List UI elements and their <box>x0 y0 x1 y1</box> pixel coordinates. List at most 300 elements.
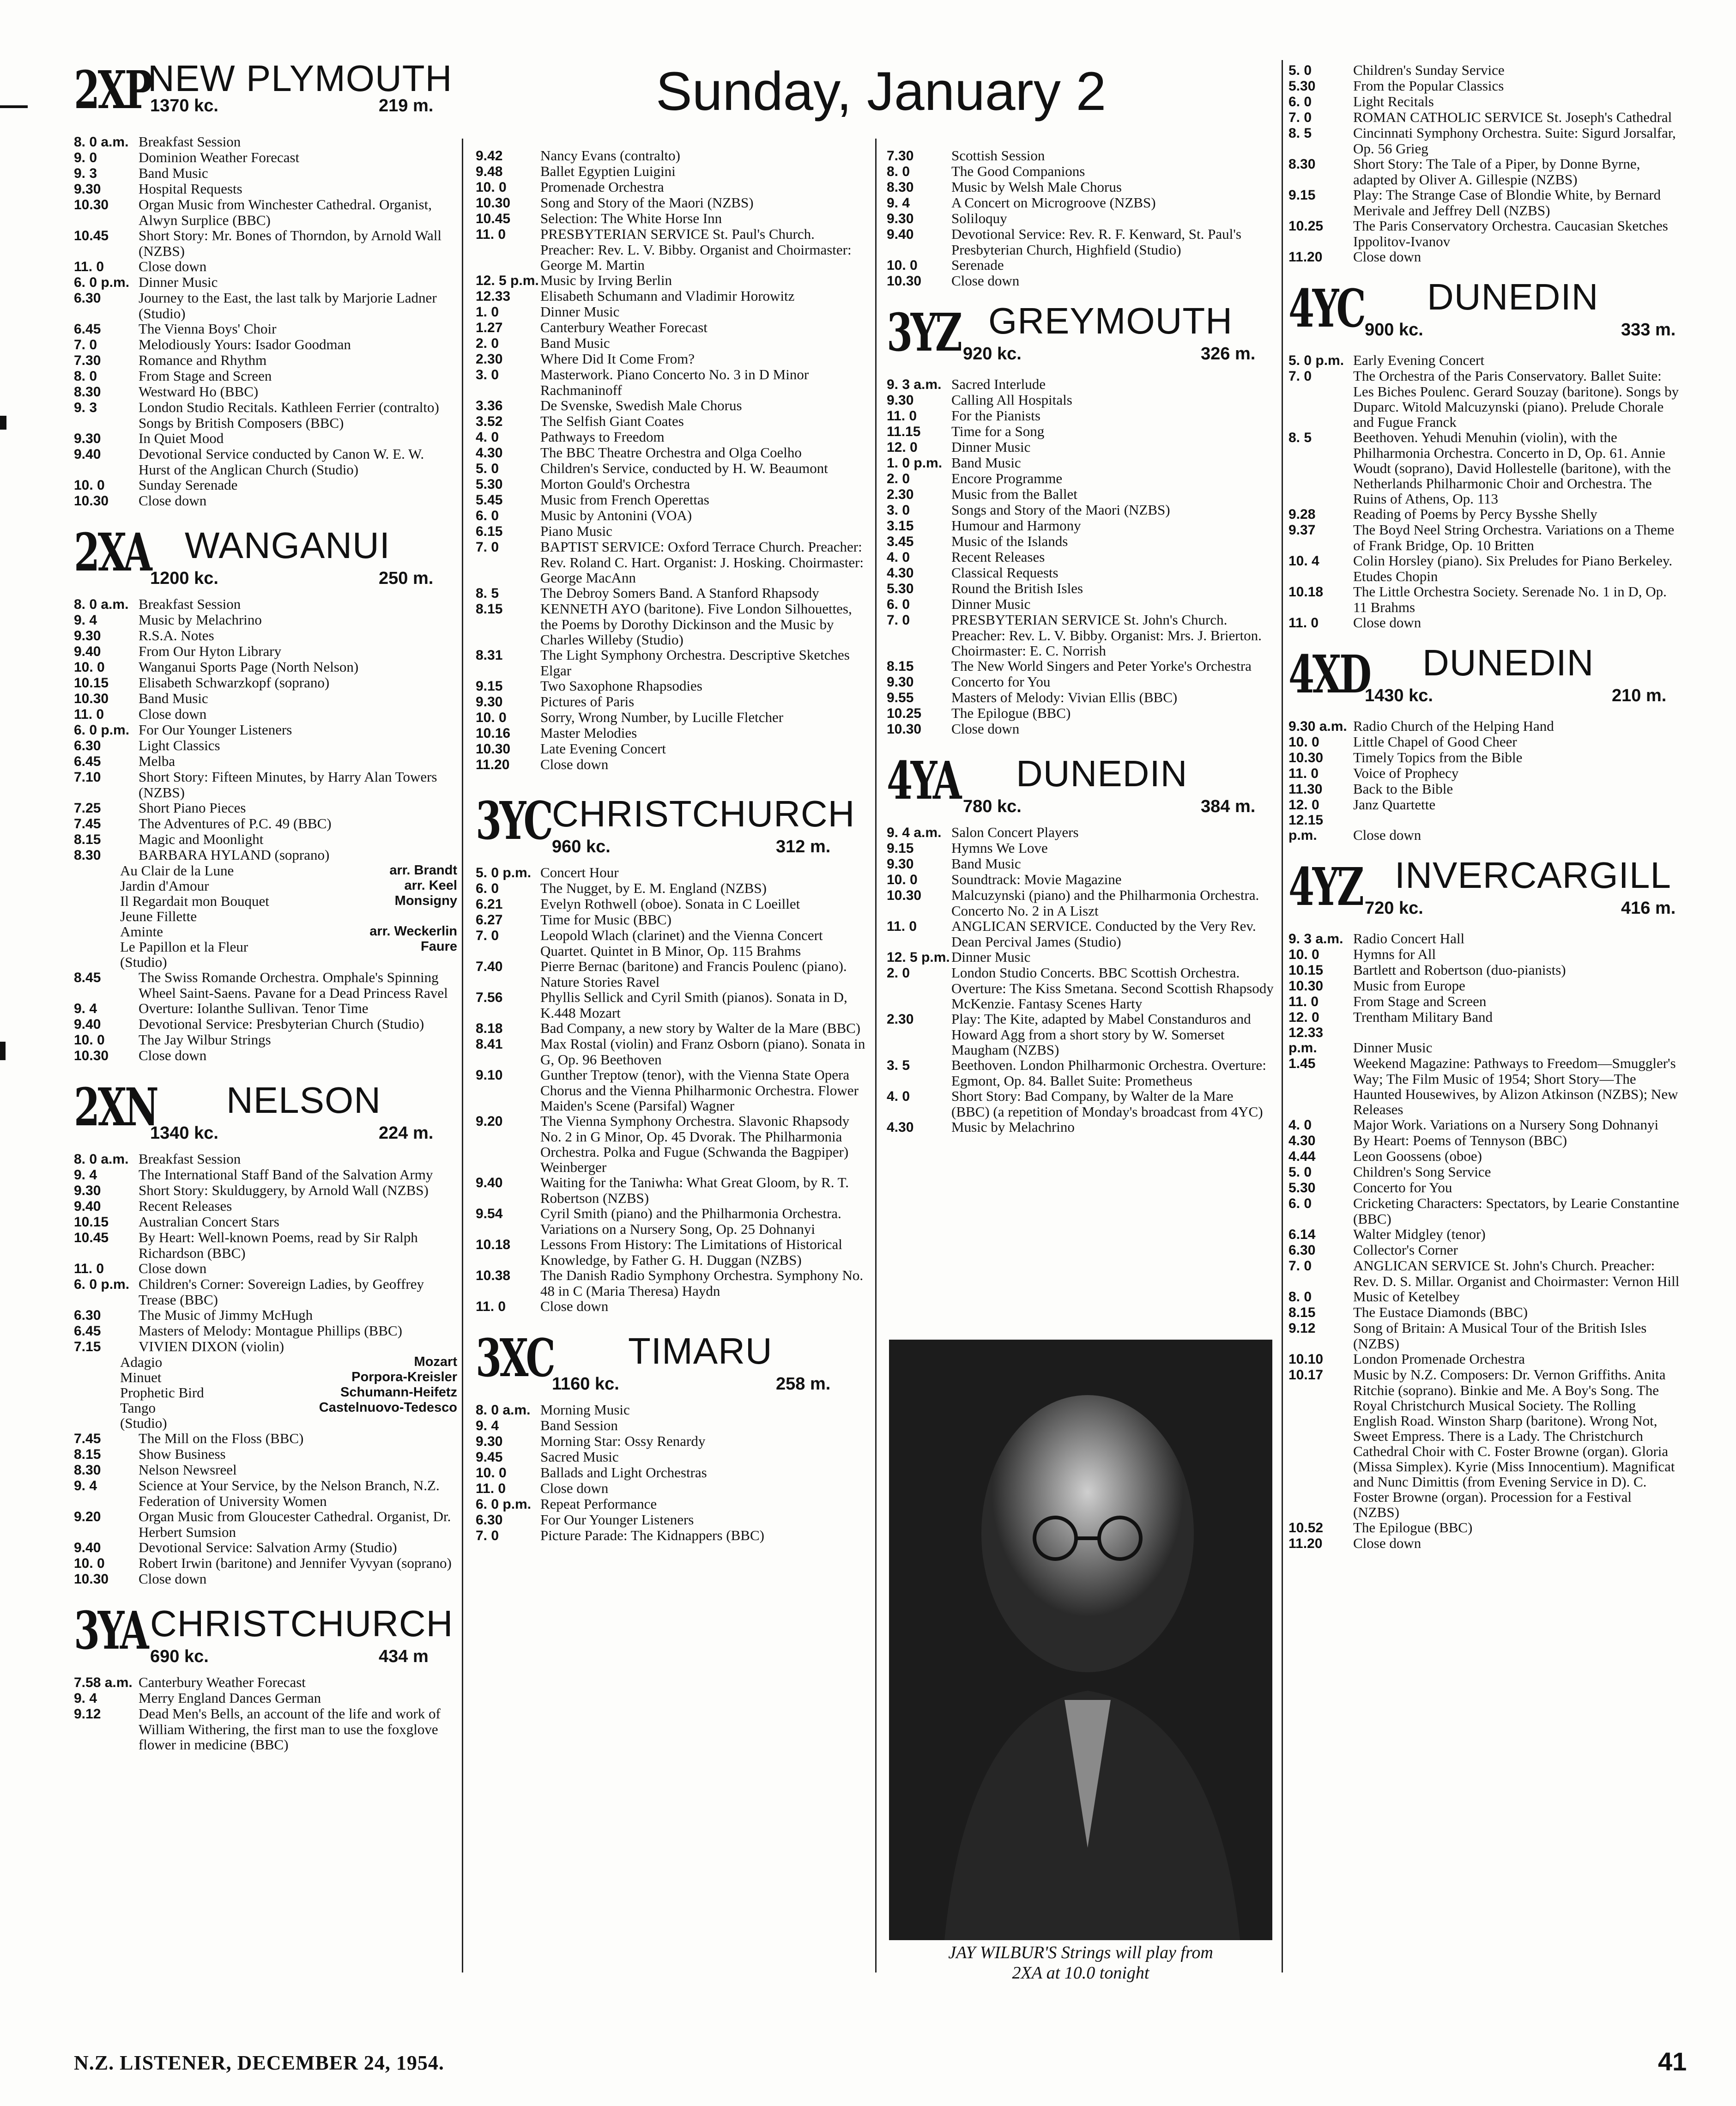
programme-title: Selection: The White Horse Inn <box>540 210 722 226</box>
programme-title: Malcuzynski (piano) and the Philharmonia Orchestra. Concerto No. 2 in A Liszt <box>951 887 1259 919</box>
programme-time: 9.40 <box>74 644 101 659</box>
programme-title: Soundtrack: Movie Magazine <box>951 871 1122 887</box>
programme-item <box>74 1675 457 1690</box>
programme-item <box>74 431 457 446</box>
programme-time: 6.27 <box>476 912 503 928</box>
programme-title: Two Saxophone Rhapsodies <box>540 678 702 694</box>
programme-item <box>1288 1226 1681 1242</box>
programme-item <box>887 486 1275 502</box>
station-call-sign: 2XP <box>74 60 151 121</box>
programme-time: 9. 3 <box>74 400 97 415</box>
programme-time: 1.27 <box>476 320 503 335</box>
programme-title: Where Did It Come From? <box>540 351 695 367</box>
station-wavelength: 326 m. <box>1201 344 1256 364</box>
recital-piece <box>74 939 457 954</box>
station-city: DUNEDIN <box>1427 276 1599 317</box>
programme-item <box>74 197 457 228</box>
piece-title: Jeune Fillette <box>120 908 197 924</box>
programme-time: 7. 0 <box>476 928 499 943</box>
programme-title: Masters of Melody: Montague Phillips (BBC) <box>139 1323 402 1339</box>
programme-title: Devotional Service conducted by Canon W. E. W. Hurst of the Anglican Church (Studio) <box>139 446 424 478</box>
programme-time: 8.18 <box>476 1021 503 1036</box>
programme-title: By Heart: Poems of Tennyson (BBC) <box>1353 1132 1567 1148</box>
programme-time: 10.30 <box>74 197 109 212</box>
programme-title: The Selfish Giant Coates <box>540 413 684 429</box>
programme-time: 12. 0 <box>1288 1010 1319 1025</box>
programme-item <box>1288 506 1681 522</box>
station-city: NEW PLYMOUTH <box>148 58 453 99</box>
programme-item <box>476 959 868 989</box>
programme-title: Dominion Weather Forecast <box>139 149 300 165</box>
programme-time: 6.45 <box>74 1323 101 1339</box>
programme-item <box>74 659 457 675</box>
programme-item <box>476 1528 868 1543</box>
programme-time: 11. 0 <box>1288 615 1319 631</box>
programme-title: Ballet Egyptien Luigini <box>540 163 676 179</box>
programme-item <box>74 1431 457 1446</box>
programme-item <box>476 367 868 398</box>
programme-item <box>476 226 868 273</box>
programme-title: Band Music <box>951 455 1021 471</box>
programme-item <box>887 612 1275 658</box>
programme-time: 8.30 <box>1288 157 1316 172</box>
programme-title: The Epilogue (BBC) <box>951 705 1071 721</box>
programme-title: Song and Story of the Maori (NZBS) <box>540 194 754 211</box>
programme-item <box>476 1268 868 1299</box>
piece-title: Jardin d'Amour <box>120 878 209 894</box>
station-3ya <box>74 1601 457 1752</box>
programme-time: 8. 0 a.m. <box>476 1402 531 1418</box>
programme-time: 4.30 <box>1288 1133 1316 1148</box>
programme-time: 10.18 <box>1288 584 1324 600</box>
programme-title: Sacred Music <box>540 1449 619 1465</box>
programme-item <box>74 847 457 863</box>
programme-title: Concerto for You <box>1353 1179 1452 1196</box>
programme-item <box>1288 813 1681 843</box>
programme-title: Bad Company, a new story by Walter de la Mare (BBC) <box>540 1020 861 1036</box>
programme-list <box>74 134 457 509</box>
station-header <box>74 60 457 134</box>
programme-time: 8.15 <box>74 1447 101 1462</box>
programme-time: 7. 0 <box>476 540 499 555</box>
programme-item <box>476 148 868 164</box>
programme-item <box>887 965 1275 1011</box>
programme-title: Music from the Ballet <box>951 486 1077 502</box>
programme-item <box>887 549 1275 565</box>
programme-time: 3.52 <box>476 414 503 429</box>
programme-title: Devotional Service: Presbyterian Church (Studio) <box>139 1016 424 1032</box>
programme-title: Music by N.Z. Composers: Dr. Vernon Griffiths. Anita Ritchie (soprano). Binkie and Me. A Boy's Song. The Royal Christchurch Musical Society. The Rolling English Road. Winston Sharp (baritone). Wrong Not, Sweet Empress. There is a Lady. The Christchurch Cathedral Choir with C. Foster Browne (organ). Gloria (Missa Simplex). Kyrie (Miss Innocentium). Magnificat and Nunc Dimittis (from Evening Service in D). C. Foster Browne (organ). Procession for a Festival (NZBS) <box>1353 1366 1675 1520</box>
programme-title: Breakfast Session <box>139 596 241 612</box>
programme-title: Canterbury Weather Forecast <box>540 319 708 335</box>
column-2 <box>476 148 868 1557</box>
column-rule <box>1282 60 1283 1972</box>
programme-item <box>476 694 868 710</box>
programme-time: 9.15 <box>887 841 914 856</box>
programme-item <box>74 738 457 753</box>
programme-item <box>887 872 1275 887</box>
programme-time: 7. 0 <box>1288 110 1312 125</box>
programme-title: Short Piano Pieces <box>139 800 246 816</box>
station-frequency: 1370 kc. <box>150 96 218 115</box>
programme-item <box>887 455 1275 471</box>
programme-list <box>74 970 457 1063</box>
programme-title: From the Popular Classics <box>1353 78 1504 94</box>
programme-item <box>74 1214 457 1230</box>
programme-time: 6.21 <box>476 897 503 912</box>
programme-time: 9. 4 <box>74 1167 97 1183</box>
programme-time: 9.30 <box>74 1183 101 1198</box>
programme-title: Radio Church of the Helping Hand <box>1353 718 1554 734</box>
programme-time: 10.30 <box>476 741 511 757</box>
composer: Monsigny <box>394 893 457 908</box>
programme-item <box>887 471 1275 486</box>
station-2xa <box>74 522 457 1063</box>
programme-item <box>476 757 868 772</box>
column-1 <box>74 60 457 1766</box>
station-3yc <box>476 791 868 1314</box>
margin-mark <box>0 416 6 430</box>
programme-item <box>1288 718 1681 734</box>
programme-time: 4. 0 <box>1288 1117 1312 1133</box>
station-wavelength: 219 m. <box>379 96 434 115</box>
programme-time: 10.30 <box>74 691 109 706</box>
programme-time: 10. 0 <box>887 258 918 273</box>
programme-title: VIVIEN DIXON (violin) <box>139 1338 284 1354</box>
programme-title: Close down <box>951 721 1020 737</box>
programme-item <box>74 800 457 816</box>
programme-title: The Nugget, by E. M. England (NZBS) <box>540 880 767 896</box>
station-header <box>74 1601 457 1675</box>
programme-item <box>74 150 457 165</box>
programme-time: 4. 0 <box>887 1089 910 1104</box>
programme-title: Repeat Performance <box>540 1496 657 1512</box>
programme-time: 9.30 <box>476 694 503 710</box>
programme-title: Max Rostal (violin) and Franz Osborn (piano). Sonata in G, Op. 96 Beethoven <box>540 1036 865 1068</box>
composer: Faure <box>421 939 457 954</box>
programme-title: Close down <box>139 492 207 509</box>
programme-item <box>476 928 868 959</box>
programme-title: Children's Song Service <box>1353 1164 1491 1180</box>
station-2xp <box>74 60 457 509</box>
station-header <box>1288 276 1681 352</box>
programme-time: 11.20 <box>476 757 510 772</box>
programme-title: Morning Music <box>540 1402 630 1418</box>
programme-item <box>1288 1056 1681 1117</box>
programme-title: Reading of Poems by Percy Bysshe Shelly <box>1353 506 1597 522</box>
programme-item <box>74 400 457 431</box>
programme-title: For the Pianists <box>951 407 1040 424</box>
programme-time: 11.30 <box>1288 782 1323 797</box>
programme-time: 2. 0 <box>887 965 910 981</box>
photo-caption <box>889 1942 1272 1983</box>
programme-time: 10.45 <box>476 211 511 226</box>
programme-title: Time for a Song <box>951 423 1045 439</box>
programme-time: 3.36 <box>476 398 503 413</box>
programme-item <box>887 148 1275 164</box>
programme-title: Overture: Iolanthe Sullivan. Tenor Time <box>139 1000 369 1016</box>
programme-item <box>74 675 457 691</box>
programme-time: 10.38 <box>476 1268 511 1283</box>
programme-item <box>74 722 457 738</box>
station-wavelength: 224 m. <box>379 1123 434 1143</box>
station-city: GREYMOUTH <box>988 300 1233 341</box>
programme-title: Play: The Kite, adapted by Mabel Constanduros and Howard Agg from a short story by W. Somerset Maugham (NZBS) <box>951 1011 1251 1058</box>
programme-item <box>74 1690 457 1706</box>
programme-title: Back to the Bible <box>1353 781 1453 797</box>
programme-time: 9.20 <box>74 1509 101 1524</box>
programme-time: 10.15 <box>74 675 109 691</box>
programme-title: Westward Ho (BBC) <box>139 383 259 400</box>
programme-item <box>74 1446 457 1462</box>
programme-item <box>887 1057 1275 1088</box>
programme-item <box>476 539 868 585</box>
piece-title: (Studio) <box>120 1415 167 1431</box>
programme-title: From Stage and Screen <box>1353 993 1487 1009</box>
programme-title: A Concert on Microgroove (NZBS) <box>951 194 1156 211</box>
programme-list <box>74 1151 457 1354</box>
programme-item <box>74 1016 457 1032</box>
programme-item <box>1288 187 1681 218</box>
station-frequency: 1430 kc. <box>1365 686 1433 705</box>
programme-title: R.S.A. Notes <box>139 627 214 643</box>
composer: Porpora-Kreisler <box>351 1370 457 1384</box>
programme-time: 7.30 <box>74 353 101 368</box>
programme-item <box>887 1088 1275 1119</box>
programme-time: 4.30 <box>476 445 503 461</box>
programme-time: 2. 0 <box>476 336 499 351</box>
programme-item <box>74 1509 457 1540</box>
programme-item <box>887 179 1275 195</box>
programme-time: 11. 0 <box>1288 994 1319 1009</box>
programme-time: 4.30 <box>887 565 914 581</box>
piece-title: Prophetic Bird <box>120 1384 204 1401</box>
programme-item <box>887 502 1275 518</box>
programme-title: The Vienna Boys' Choir <box>139 321 277 337</box>
programme-title: Play: The Strange Case of Blondie White, by Bernard Merivale and Jeffrey Dell (NZBS) <box>1353 187 1661 218</box>
programme-title: Weekend Magazine: Pathways to Freedom—Smuggler's Way; The Film Music of 1954; Short Story—The Haunted Housewives, by Alizon Atkinson (NZBS); New Releases <box>1353 1055 1678 1117</box>
programme-item <box>74 596 457 612</box>
programme-time: 10.30 <box>74 493 109 509</box>
programme-item <box>476 585 868 601</box>
programme-item <box>74 228 457 259</box>
programme-time: 9.20 <box>476 1114 503 1129</box>
programme-time: 10.17 <box>1288 1367 1324 1383</box>
programme-item <box>887 195 1275 211</box>
programme-item <box>74 706 457 722</box>
programme-title: Concert Hour <box>540 864 619 880</box>
recital-piece <box>74 1354 457 1370</box>
station-header <box>887 751 1275 825</box>
programme-item <box>74 165 457 181</box>
programme-time: 7. 0 <box>887 613 910 628</box>
programme-time: 6. 0 p.m. <box>74 722 130 738</box>
piece-title: Au Clair de la Lune <box>120 862 234 879</box>
programme-item <box>476 273 868 288</box>
programme-item <box>476 1512 868 1528</box>
programme-title: Songs and Story of the Maori (NZBS) <box>951 502 1170 518</box>
programme-item <box>1288 62 1681 78</box>
station-4yz <box>1288 857 1681 1551</box>
programme-title: Picture Parade: The Kidnappers (BBC) <box>540 1527 764 1543</box>
programme-title: Band Music <box>139 690 208 706</box>
programme-item <box>1288 765 1681 781</box>
programme-title: Cricketing Characters: Spectators, by Learie Constantine (BBC) <box>1353 1195 1679 1227</box>
station-wavelength: 333 m. <box>1621 320 1676 340</box>
programme-time: 11. 0 <box>887 408 917 424</box>
programme-title: For Our Younger Listeners <box>540 1511 694 1528</box>
programme-title: The BBC Theatre Orchestra and Olga Coelho <box>540 444 802 461</box>
programme-item <box>1288 368 1681 430</box>
programme-item <box>74 1323 457 1339</box>
station-frequency: 960 kc. <box>552 837 611 856</box>
programme-time: 12.15 p.m. <box>1288 813 1324 843</box>
programme-title: Walter Midgley (tenor) <box>1353 1226 1486 1242</box>
programme-title: Encore Programme <box>951 470 1063 486</box>
programme-title: ROMAN CATHOLIC SERVICE St. Joseph's Cathedral <box>1353 109 1672 125</box>
publication-footer: N.Z. LISTENER, DECEMBER 24, 1954. <box>74 2051 444 2074</box>
programme-time: 6. 0 <box>1288 94 1312 109</box>
programme-item <box>74 352 457 368</box>
programme-item <box>74 1706 457 1752</box>
programme-time: 9.10 <box>476 1068 503 1083</box>
programme-title: The Jay Wilbur Strings <box>139 1032 271 1048</box>
programme-title: Music by Welsh Male Chorus <box>951 179 1122 195</box>
station-call-sign: 3YC <box>476 791 551 851</box>
programme-item <box>476 351 868 367</box>
programme-title: Children's Corner: Sovereign Ladies, by Geoffrey Trease (BBC) <box>139 1276 424 1308</box>
caption-line: 2XA at 10.0 tonight <box>1012 1963 1149 1983</box>
programme-title: Concerto for You <box>951 674 1051 690</box>
programme-time: 5. 0 p.m. <box>1288 353 1344 368</box>
programme-item <box>74 1276 457 1307</box>
programme-item <box>74 321 457 337</box>
programme-time: 9.15 <box>1288 188 1316 203</box>
programme-time: 2.30 <box>887 487 914 502</box>
programme-title: Devotional Service: Rev. R. F. Kenward, St. Paul's Presbyterian Church, Highfield (Studio) <box>951 226 1241 258</box>
station-city: CHRISTCHURCH <box>552 793 855 834</box>
programme-time: 9. 4 <box>476 1418 499 1433</box>
programme-item <box>476 304 868 320</box>
programme-item <box>74 384 457 400</box>
programme-item <box>887 211 1275 226</box>
programme-item <box>476 1237 868 1268</box>
programme-title: Leopold Wlach (clarinet) and the Vienna Concert Quartet. Quintet in B Minor, Op. 115 Brahms <box>540 927 823 959</box>
programme-title: The Music of Jimmy McHugh <box>139 1307 313 1323</box>
programme-list <box>1288 62 1681 265</box>
programme-title: The Paris Conservatory Orchestra. Caucasian Sketches Ippolitov-Ivanov <box>1353 218 1668 249</box>
programme-time: 5.30 <box>1288 79 1316 94</box>
programme-title: Children's Service, conducted by H. W. Beaumont <box>540 460 828 476</box>
programme-item <box>74 1339 457 1354</box>
programme-title: Canterbury Weather Forecast <box>139 1674 306 1690</box>
programme-title: Devotional Service: Salvation Army (Studio) <box>139 1539 397 1555</box>
programme-item <box>1288 734 1681 750</box>
programme-item <box>74 1048 457 1063</box>
column-rule <box>462 139 463 1972</box>
programme-time: 8.30 <box>74 848 101 863</box>
programme-title: KENNETH AYO (baritone). Five London Silhouettes, the Poems by Dorothy Dickinson and the Music by Charles Willeby (Studio) <box>540 601 852 648</box>
programme-time: 10.30 <box>74 1572 109 1587</box>
programme-item <box>887 408 1275 424</box>
programme-time: 12. 5 p.m. <box>887 950 950 965</box>
programme-time: 10. 0 <box>1288 947 1319 962</box>
programme-time: 10. 4 <box>1288 553 1319 569</box>
programme-item <box>1288 994 1681 1009</box>
programme-item <box>476 1465 868 1481</box>
programme-item <box>887 674 1275 690</box>
programme-time: 6.14 <box>1288 1227 1316 1242</box>
programme-title: Time for Music (BBC) <box>540 911 671 928</box>
programme-item <box>1288 750 1681 765</box>
programme-item <box>476 335 868 351</box>
programme-time: 9.48 <box>476 164 503 179</box>
programme-item <box>476 1113 868 1175</box>
programme-time: 3. 0 <box>887 503 910 518</box>
programme-title: Phyllis Sellick and Cyril Smith (pianos). Sonata in D, K.448 Mozart <box>540 989 847 1021</box>
station-city: CHRISTCHURCH <box>150 1603 454 1644</box>
programme-title: Music from French Operettas <box>540 492 709 508</box>
programme-title: Sorry, Wrong Number, by Lucille Fletcher <box>540 709 784 725</box>
programme-time: 11. 0 <box>1288 766 1319 781</box>
programme-item <box>476 523 868 539</box>
programme-item <box>476 989 868 1020</box>
programme-time: 8. 0 a.m. <box>74 597 129 612</box>
programme-item <box>74 1462 457 1478</box>
programme-item <box>887 1011 1275 1057</box>
programme-time: 10. 0 <box>74 478 105 493</box>
programme-title: De Svenske, Swedish Male Chorus <box>540 397 742 413</box>
programme-item <box>476 647 868 678</box>
programme-item <box>74 628 457 643</box>
programme-time: 7.10 <box>74 770 101 785</box>
programme-item <box>887 534 1275 549</box>
programme-title: Wanganui Sports Page (North Nelson) <box>139 659 359 675</box>
station-frequency: 690 kc. <box>150 1647 209 1666</box>
programme-time: 9. 4 <box>74 1691 97 1706</box>
programme-time: 4. 0 <box>887 550 910 565</box>
programme-title: Hymns We Love <box>951 840 1048 856</box>
programme-title: Close down <box>139 1571 207 1587</box>
programme-title: For Our Younger Listeners <box>139 722 292 738</box>
programme-time: 6.45 <box>74 754 101 769</box>
programme-time: 10. 0 <box>1288 734 1319 750</box>
programme-item <box>887 376 1275 392</box>
programme-item <box>1288 1535 1681 1551</box>
programme-item <box>74 181 457 197</box>
programme-title: Lessons From History: The Limitations of Historical Knowledge, by Father G. H. Duggan (NZBS) <box>540 1236 842 1268</box>
programme-item <box>887 949 1275 965</box>
programme-list <box>476 1402 868 1543</box>
programme-time: 9.30 a.m. <box>1288 719 1347 734</box>
programme-item <box>1288 249 1681 265</box>
programme-time: 10.45 <box>74 1230 109 1245</box>
programme-title: Leon Goossens (oboe) <box>1353 1148 1482 1164</box>
programme-title: Short Story: The Tale of a Piper, by Donne Byrne, adapted by Oliver A. Gillespie (NZBS) <box>1353 156 1640 188</box>
programme-title: Waiting for the Taniwha: What Great Gloom, by R. T. Robertson (NZBS) <box>540 1174 849 1206</box>
programme-title: Masters of Melody: Vivian Ellis (BBC) <box>951 689 1178 705</box>
programme-time: 9. 4 <box>74 1478 97 1493</box>
programme-title: Beethoven. Yehudi Menuhin (violin), with the Philharmonia Orchestra. Concerto in D, Op. 61. Annie Woudt (soprano), David Hollestelle (baritone), with the Netherlands Philharmonic Choir and Orchestra. The Ruins of Athens, Op. 113 <box>1353 429 1671 507</box>
programme-item <box>476 195 868 211</box>
programme-title: The Eustace Diamonds (BBC) <box>1353 1304 1528 1320</box>
programme-time: 9.12 <box>74 1706 101 1722</box>
programme-time: 9.40 <box>74 1017 101 1032</box>
programme-title: Colin Horsley (piano). Six Preludes for Piano Berkeley. Etudes Chopin <box>1353 552 1673 584</box>
programme-time: 8. 0 <box>74 369 97 384</box>
programme-title: Recent Releases <box>951 549 1045 565</box>
programme-title: Recent Releases <box>139 1198 232 1214</box>
